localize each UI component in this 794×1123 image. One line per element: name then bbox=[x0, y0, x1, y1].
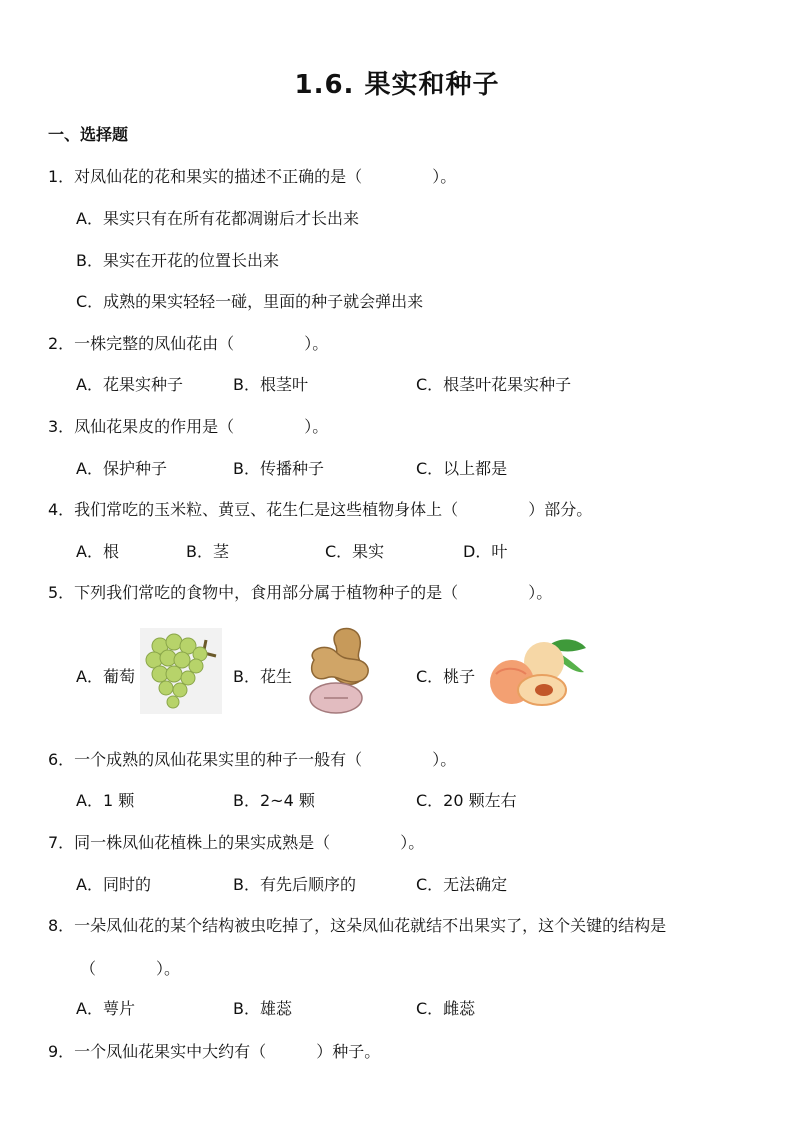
question-8: 8．一朵凤仙花的某个结构被虫吃掉了，这朵凤仙花就结不出果实了，这个关键的结构是 bbox=[48, 916, 667, 935]
q4-option-d[interactable]: D．叶 bbox=[463, 542, 508, 561]
question-6: 6．一个成熟的凤仙花果实里的种子一般有（ ）。 bbox=[48, 750, 457, 769]
question-3: 3．凤仙花果皮的作用是（ ）。 bbox=[48, 417, 329, 436]
q8-option-b[interactable]: B．雄蕊 bbox=[233, 999, 292, 1018]
q5-option-c[interactable]: C．桃子 bbox=[416, 667, 476, 686]
q8-option-c[interactable]: C．雌蕊 bbox=[416, 999, 476, 1018]
peach-image bbox=[486, 634, 588, 710]
question-2: 2．一株完整的凤仙花由（ ）。 bbox=[48, 334, 329, 353]
question-4: 4．我们常吃的玉米粒、黄豆、花生仁是这些植物身体上（ ）部分。 bbox=[48, 500, 593, 519]
section-heading: 一、选择题 bbox=[48, 125, 129, 144]
q7-option-b[interactable]: B．有先后顺序的 bbox=[233, 875, 356, 894]
q2-option-c[interactable]: C．根茎叶花果实种子 bbox=[416, 375, 572, 394]
q3-option-b[interactable]: B．传播种子 bbox=[233, 459, 324, 478]
q4-option-c[interactable]: C．果实 bbox=[325, 542, 385, 561]
question-5: 5．下列我们常吃的食物中，食用部分属于植物种子的是（ ）。 bbox=[48, 583, 553, 602]
question-9: 9．一个凤仙花果实中大约有（ ）种子。 bbox=[48, 1042, 381, 1061]
question-text: 1．对凤仙花的花和果实的描述不正确的是（ bbox=[48, 167, 363, 186]
question-1: 1．对凤仙花的花和果实的描述不正确的是（ ）。 bbox=[48, 167, 457, 186]
q1-option-a[interactable]: A．果实只有在所有花都凋谢后才长出来 bbox=[76, 209, 359, 228]
q6-option-a[interactable]: A．1 颗 bbox=[76, 791, 135, 810]
q3-option-a[interactable]: A．保护种子 bbox=[76, 459, 167, 478]
q8-option-a[interactable]: A．萼片 bbox=[76, 999, 135, 1018]
grape-image bbox=[140, 628, 222, 714]
q2-option-a[interactable]: A．花果实种子 bbox=[76, 375, 183, 394]
q7-option-a[interactable]: A．同时的 bbox=[76, 875, 151, 894]
q4-option-a[interactable]: A．根 bbox=[76, 542, 119, 561]
question-8-continued: （ ）。 bbox=[80, 959, 181, 978]
q5-option-a[interactable]: A．葡萄 bbox=[76, 667, 135, 686]
q3-option-c[interactable]: C．以上都是 bbox=[416, 459, 508, 478]
page-title: 1.6. 果实和种子 bbox=[294, 70, 500, 100]
q1-option-c[interactable]: C．成熟的果实轻轻一碰，里面的种子就会弹出来 bbox=[76, 292, 424, 311]
q7-option-c[interactable]: C．无法确定 bbox=[416, 875, 508, 894]
q5-option-b[interactable]: B．花生 bbox=[233, 667, 292, 686]
q6-option-c[interactable]: C．20 颗左右 bbox=[416, 791, 517, 810]
peanut-image bbox=[296, 616, 394, 724]
q2-option-b[interactable]: B．根茎叶 bbox=[233, 375, 308, 394]
q1-option-b[interactable]: B．果实在开花的位置长出来 bbox=[76, 251, 279, 270]
question-7: 7．同一株凤仙花植株上的果实成熟是（ ）。 bbox=[48, 833, 425, 852]
q6-option-b[interactable]: B．2~4 颗 bbox=[233, 791, 315, 810]
q4-option-b[interactable]: B．茎 bbox=[186, 542, 229, 561]
